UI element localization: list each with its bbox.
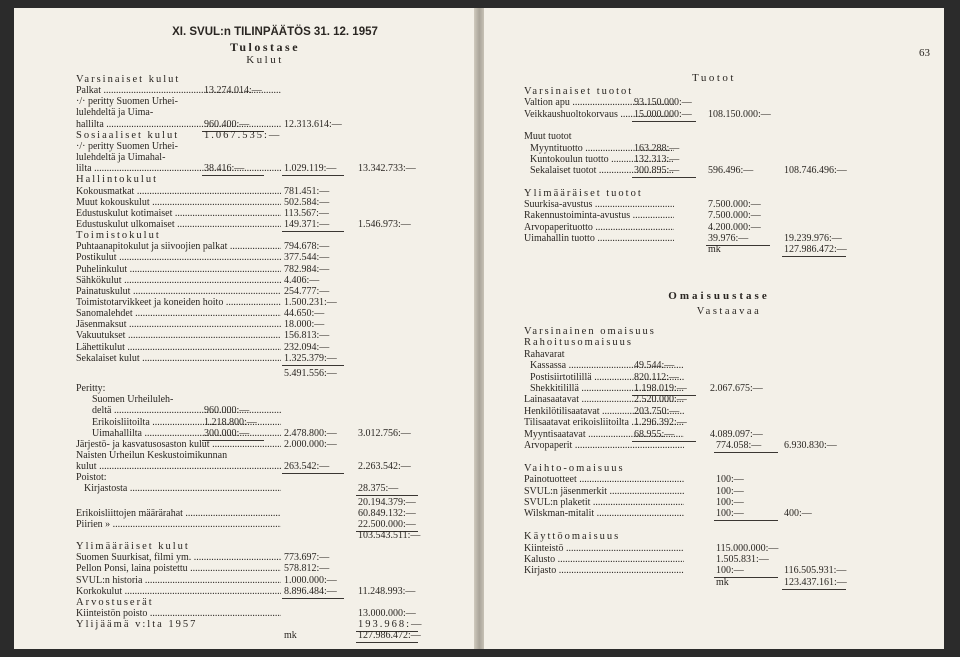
page-title: XI. SVUL:n TILINPÄÄTÖS 31. 12. 1957 bbox=[172, 26, 378, 38]
amount-c1: 203.750:— bbox=[634, 405, 680, 417]
amount-c3: 3.012.756:— bbox=[358, 427, 411, 439]
amount-c1: 1.296.392:— bbox=[634, 417, 687, 429]
row-label: Piirien » ..... bbox=[76, 519, 281, 531]
row-label: Vaihto-omaisuus bbox=[524, 462, 625, 474]
row-label: ·/· peritty Suomen Urhei- bbox=[76, 96, 178, 108]
ledger-row bbox=[484, 565, 944, 577]
row-label: Henkilötilisaatavat ..... bbox=[524, 406, 684, 418]
row-label: Peritty: bbox=[76, 383, 106, 395]
amount-c2: 108.150.000:— bbox=[708, 108, 771, 120]
row-label: Lainasaatavat ..... bbox=[524, 394, 684, 406]
row-label: Suurkisa-avustus ..... bbox=[524, 199, 674, 211]
row-label: SVUL:n jäsenmerkit ..... bbox=[524, 486, 684, 498]
row-label: Rakennustoiminta-avustus ..... bbox=[524, 210, 674, 222]
row-label: Painotuotteet ..... bbox=[524, 474, 684, 486]
amount-c2: 100:— bbox=[716, 474, 744, 486]
ledger-row bbox=[484, 199, 944, 211]
ledger-row bbox=[14, 353, 476, 365]
row-label: Muut tuotot bbox=[524, 131, 572, 143]
ledger-row bbox=[484, 109, 944, 121]
amount-c2: 1.000.000:— bbox=[284, 574, 337, 586]
amount-c1: 93.150.000:— bbox=[634, 97, 692, 109]
row-label: Kirjastosta ..... bbox=[84, 483, 281, 495]
ledger-row bbox=[484, 97, 944, 109]
amount-c2: 596.496:— bbox=[708, 165, 754, 177]
ledger-row bbox=[14, 368, 476, 380]
amount-c1: 1.218.800:— bbox=[204, 416, 257, 428]
row-label: Toimistokulut bbox=[76, 230, 161, 242]
row-label: Edustuskulut ulkomaiset ..... bbox=[76, 219, 281, 231]
amount-c2: 4.406:— bbox=[284, 274, 320, 286]
ledger-row bbox=[484, 372, 944, 384]
row-label: deltä ..... bbox=[92, 405, 281, 417]
row-label: SVUL:n plaketit ..... bbox=[524, 497, 684, 509]
row-label: Puhelinkulut ..... bbox=[76, 264, 281, 276]
amount-c3: 127.986.472:— bbox=[358, 630, 421, 642]
amount-c2: 5.491.556:— bbox=[284, 367, 337, 379]
ledger-row bbox=[14, 483, 476, 495]
row-label: Ylijäämä v:lta 1957 bbox=[76, 619, 198, 631]
amount-c3: 116.505.931:— bbox=[784, 565, 847, 577]
amount-c2: 254.777:— bbox=[284, 285, 330, 297]
row-label: Shekkitilillä ..... bbox=[530, 383, 684, 395]
amount-c2: 4.200.000:— bbox=[708, 221, 761, 233]
amount-c3: 13.000.000:— bbox=[358, 608, 416, 620]
amount-c2: 4.089.097:— bbox=[710, 428, 763, 440]
amount-c2: 113.567:— bbox=[284, 207, 329, 219]
amount-c2: 502.584:— bbox=[284, 196, 330, 208]
amount-c2: 18.000:— bbox=[284, 319, 325, 331]
row-label: Erikoisliitoilta ..... bbox=[92, 417, 281, 429]
row-label: Sosiaaliset kulut bbox=[76, 129, 180, 141]
ledger-row bbox=[484, 154, 944, 166]
ledger-row bbox=[484, 360, 944, 372]
row-label: Sanomalehdet ..... bbox=[76, 308, 281, 320]
amount-c2: mk bbox=[284, 630, 297, 642]
amount-c1: 13.274.014:— bbox=[204, 85, 262, 97]
ledger-row bbox=[484, 417, 944, 429]
amount-c2: 781.451:— bbox=[284, 185, 330, 197]
amount-c2: 100:— bbox=[716, 565, 744, 577]
amount-c3: 2.263.542:— bbox=[358, 461, 411, 473]
row-label: Ylimääräiset tuotot bbox=[524, 187, 643, 199]
row-label: Järjestö- ja kasvatusosaston kulut ..... bbox=[76, 439, 281, 451]
amount-c2: 7.500.000:— bbox=[708, 210, 761, 222]
amount-c2: 12.313.614:— bbox=[284, 118, 342, 130]
amount-c1: 68.955:— bbox=[634, 428, 675, 440]
amount-c2: 782.984:— bbox=[284, 263, 330, 275]
amount-c2: 774.058:— bbox=[716, 440, 762, 451]
ledger-row bbox=[484, 394, 944, 406]
row-label: Myyntisaatavat ..... bbox=[524, 429, 684, 441]
row-label: Korkokulut ..... bbox=[76, 586, 281, 598]
row-label: Käyttöomaisuus bbox=[524, 531, 621, 543]
ledger-row bbox=[484, 497, 944, 509]
amount-c2: 156.813:— bbox=[284, 330, 330, 342]
amount-c2: 773.697:— bbox=[284, 552, 330, 564]
amount-c2: 100:— bbox=[716, 485, 744, 497]
ledger-row bbox=[484, 474, 944, 486]
row-label: Jäsenmaksut ..... bbox=[76, 319, 281, 331]
row-label: Palkat ..... bbox=[76, 85, 281, 97]
row-label: Kirjasto ..... bbox=[524, 565, 684, 577]
amount-c2: 1.505.831:— bbox=[716, 554, 769, 565]
row-label: Edustuskulut kotimaiset ..... bbox=[76, 208, 281, 220]
row-label: Kiinteistö ..... bbox=[524, 543, 684, 555]
row-label: hallilta ..... bbox=[76, 119, 281, 131]
ledger-row bbox=[484, 406, 944, 418]
ledger-row bbox=[484, 520, 944, 532]
ledger-row bbox=[484, 508, 944, 520]
amount-c2: 794.678:— bbox=[284, 241, 330, 253]
row-label: Valtion apu ..... bbox=[524, 97, 674, 109]
row-label: Kokousmatkat ..... bbox=[76, 186, 281, 198]
row-label: Vakuutukset ..... bbox=[76, 330, 281, 342]
ledger-row bbox=[484, 531, 944, 543]
amount-c1: 2.520.000:— bbox=[634, 394, 687, 406]
amount-c3: 127.986.472:— bbox=[784, 244, 847, 256]
row-label: Varsinainen omaisuus bbox=[524, 326, 656, 337]
ledger-row bbox=[484, 383, 944, 395]
ledger-row bbox=[484, 222, 944, 234]
row-label: Lähettikulut ..... bbox=[76, 342, 281, 354]
amount-c3: 20.194.379:— bbox=[358, 496, 416, 508]
row-label: Toimistotarvikkeet ja koneiden hoito ..... bbox=[76, 297, 281, 309]
amount-c2: 7.500.000:— bbox=[708, 199, 761, 210]
amount-c2: 8.896.484:— bbox=[284, 585, 337, 597]
row-label: Muut kokouskulut ..... bbox=[76, 197, 281, 209]
row-label: lulehdeltä ja Uimahal- bbox=[76, 152, 166, 164]
right-page bbox=[484, 8, 944, 649]
row-label: Postisiirtotilillä ..... bbox=[530, 372, 684, 384]
amount-c1: 15.000.000:— bbox=[634, 108, 692, 120]
amount-c0: 49.544:— bbox=[634, 360, 675, 372]
amount-c2: 2.000.000:— bbox=[284, 438, 337, 450]
amount-c2: mk bbox=[708, 244, 721, 256]
ledger-row bbox=[484, 131, 944, 143]
row-label: Erikoisliittojen määrärahat ..... bbox=[76, 508, 281, 520]
sum-rule bbox=[356, 642, 418, 643]
amount-c3: 11.248.993:— bbox=[358, 585, 416, 597]
amount-c2: 2.478.800:— bbox=[284, 427, 337, 439]
amount-c3: 28.375:— bbox=[358, 483, 399, 495]
ledger-row bbox=[484, 120, 944, 132]
amount-c1: 132.313:— bbox=[634, 153, 680, 165]
amount-c2: 100:— bbox=[716, 497, 744, 508]
row-label: Sähkökulut ..... bbox=[76, 275, 281, 287]
amount-c2: 1.500.231:— bbox=[284, 297, 337, 308]
vastaavaa-heading: Vastaavaa bbox=[696, 306, 762, 317]
sum-rule bbox=[782, 589, 846, 590]
ledger-row bbox=[484, 337, 944, 349]
row-label: Suomen Suurkisat, filmi ym. ..... bbox=[76, 552, 281, 564]
kulut-subheading: Kulut bbox=[246, 54, 284, 66]
amount-c1: 1.067.535:— bbox=[204, 129, 282, 141]
amount-c2: 100:— bbox=[716, 508, 744, 520]
amount-c2: 115.000.000:— bbox=[716, 542, 779, 554]
ledger-row bbox=[484, 233, 944, 245]
ledger-row bbox=[484, 165, 944, 177]
row-label: Suomen Urheiluleh- bbox=[92, 394, 174, 406]
amount-c1: 163.288:— bbox=[634, 142, 680, 154]
amount-c3: 400:— bbox=[784, 508, 812, 520]
ledger-row bbox=[484, 176, 944, 188]
amount-c3: 13.342.733:— bbox=[358, 163, 416, 175]
sum-rule bbox=[282, 365, 344, 366]
amount-c2: 232.094:— bbox=[284, 341, 330, 353]
row-label: Arvopaperituotto ..... bbox=[524, 222, 674, 234]
row-label: Ylimääräiset kulut bbox=[76, 541, 190, 553]
amount-c2: 263.542:— bbox=[284, 461, 330, 473]
row-label: Postikulut ..... bbox=[76, 252, 281, 264]
row-label: Pellon Ponsi, laina poistettu ..... bbox=[76, 563, 281, 575]
ledger-row bbox=[484, 463, 944, 475]
amount-c3: 60.849.132:— bbox=[358, 507, 416, 519]
row-label: lulehdeltä ja Uima- bbox=[76, 107, 154, 119]
row-label: Wilskman-mitalit ..... bbox=[524, 508, 684, 520]
ledger-row bbox=[484, 429, 944, 441]
row-label: Rahoitusomaisuus bbox=[524, 337, 634, 349]
amount-c1: 300.895:— bbox=[634, 165, 680, 177]
row-label: Kassassa ..... bbox=[530, 360, 684, 372]
row-label: kulut ..... bbox=[76, 461, 281, 473]
row-label: Poistot: bbox=[76, 472, 107, 484]
amount-c3: 19.239.976:— bbox=[784, 232, 842, 244]
ledger-row bbox=[484, 326, 944, 338]
row-label: Varsinaiset kulut bbox=[76, 74, 181, 85]
row-label: ·/· peritty Suomen Urhei- bbox=[76, 140, 178, 152]
amount-c1: 300.000:— bbox=[204, 427, 250, 439]
amount-c2: mk bbox=[716, 576, 729, 588]
amount-c2: 44.650:— bbox=[284, 308, 325, 320]
amount-c0: 820.112:— bbox=[634, 371, 679, 383]
row-label: Naisten Urheilun Keskustoimikunnan bbox=[76, 449, 228, 461]
omaisuustase-heading: Omaisuustase bbox=[668, 290, 770, 302]
ledger-row bbox=[14, 630, 476, 642]
row-label: Tilisaatavat erikoisliitoilta ..... bbox=[524, 417, 684, 429]
left-page bbox=[14, 8, 476, 649]
ledger-row bbox=[484, 486, 944, 498]
ledger-row bbox=[484, 349, 944, 361]
ledger-row bbox=[484, 451, 944, 463]
row-label: Varsinaiset tuotot bbox=[524, 86, 634, 97]
row-label: Arvostuserät bbox=[76, 596, 154, 608]
page-number: 63 bbox=[919, 47, 930, 59]
row-label: Arvopaperit ..... bbox=[524, 440, 684, 452]
amount-c2: 149.371:— bbox=[284, 218, 330, 230]
row-label: Puhtaanapitokulut ja siivoojien palkat ..... bbox=[76, 241, 281, 253]
amount-c1: 960.400:— bbox=[204, 118, 250, 130]
row-label: Kalusto ..... bbox=[524, 554, 684, 566]
row-label: SVUL:n historia ..... bbox=[76, 575, 281, 587]
row-label: Sekalaiset tuotot ..... bbox=[530, 165, 674, 177]
amount-c3: 6.930.830:— bbox=[784, 440, 837, 451]
ledger-row bbox=[484, 543, 944, 555]
ledger-row bbox=[484, 143, 944, 155]
amount-c3: 193.968:— bbox=[358, 619, 424, 631]
sum-rule bbox=[782, 256, 846, 257]
ledger-row bbox=[484, 554, 944, 566]
row-label: Uimahallin tuotto ..... bbox=[524, 233, 674, 245]
amount-c2: 39.976:— bbox=[708, 232, 749, 244]
row-label: Rahavarat bbox=[524, 348, 565, 360]
ledger-row bbox=[484, 86, 944, 98]
row-label: Kuntokoulun tuotto ..... bbox=[530, 154, 674, 166]
amount-c3: 123.437.161:— bbox=[784, 576, 847, 588]
amount-c3: 22.500.000:— bbox=[358, 518, 416, 530]
amount-c3: 108.746.496:— bbox=[784, 165, 847, 177]
row-label: Sekalaiset kulut ..... bbox=[76, 353, 281, 365]
row-label: lilta ..... bbox=[76, 163, 281, 175]
ledger-row bbox=[484, 210, 944, 222]
amount-c2: 377.544:— bbox=[284, 252, 330, 264]
amount-c1: 960.000:— bbox=[204, 405, 250, 417]
row-label: Veikkaushuoltokorvaus ..... bbox=[524, 109, 674, 121]
amount-c2: 1.325.379:— bbox=[284, 352, 337, 364]
amount-c2: 1.029.119:— bbox=[284, 163, 337, 175]
amount-c3: 1.546.973:— bbox=[358, 218, 411, 230]
amount-c1: 2.067.675:— bbox=[710, 383, 763, 394]
row-label: Kiinteistön poisto ..... bbox=[76, 608, 281, 620]
ledger-row bbox=[484, 244, 944, 256]
amount-c0: 1.198.019:— bbox=[634, 383, 687, 394]
row-label: Hallintokulut bbox=[76, 174, 158, 186]
ledger-row bbox=[484, 577, 944, 589]
tuotot-heading: Tuotot bbox=[692, 72, 736, 84]
row-label: Myyntituotto ..... bbox=[530, 143, 674, 155]
amount-c3: 103.543.511:— bbox=[358, 530, 421, 541]
amount-c1: 38.416:— bbox=[204, 163, 245, 175]
ledger-row bbox=[484, 188, 944, 200]
tulostase-heading: Tulostase bbox=[229, 40, 301, 54]
row-label: Uimahallilta ..... bbox=[92, 428, 281, 440]
ledger-row bbox=[484, 440, 944, 452]
row-label: Painatuskulut ..... bbox=[76, 286, 281, 298]
amount-c2: 578.812:— bbox=[284, 563, 330, 575]
